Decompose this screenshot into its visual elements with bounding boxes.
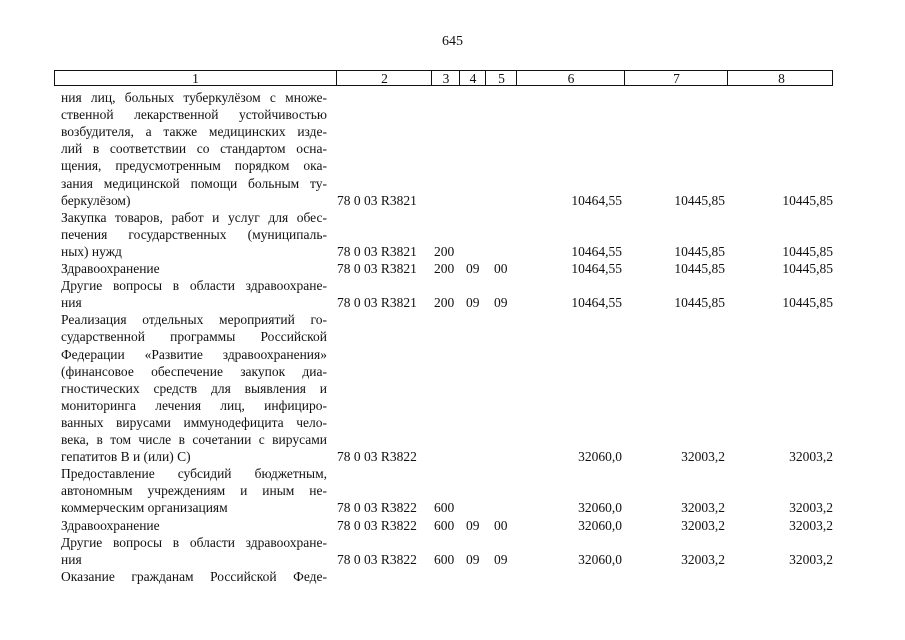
row-expense-type: 200	[434, 295, 455, 311]
row-value-col6: 10464,55	[571, 243, 622, 259]
table-row	[0, 380, 905, 397]
row-value-col7: 10445,85	[674, 192, 725, 208]
row-value-col6: 10464,55	[571, 261, 622, 276]
table-row	[0, 140, 905, 157]
row-description: лий в соответствии со стандартом осна-	[61, 141, 327, 157]
row-description: ных) нужд	[61, 243, 122, 259]
row-code: 78 0 03 R3822	[337, 449, 417, 465]
row-code: 78 0 03 R3822	[337, 551, 417, 567]
table-header	[54, 70, 833, 86]
row-value-col7: 10445,85	[674, 261, 725, 276]
row-description: века, в том числе в сочетании с вирусами	[61, 432, 327, 447]
row-description: гепатитов В и (или) С)	[61, 449, 191, 465]
table-row	[0, 346, 905, 363]
row-description: ния	[61, 551, 82, 567]
row-expense-type: 200	[434, 243, 455, 259]
row-value-col6: 32060,0	[578, 551, 622, 567]
table-row	[0, 277, 905, 294]
row-value-col7: 32003,2	[681, 449, 725, 465]
row-value-col7: 32003,2	[681, 500, 725, 516]
row-subsection: 00	[494, 517, 508, 533]
row-description: щения, предусмотренным порядком ока-	[61, 158, 327, 174]
table-row	[0, 499, 905, 516]
table-row	[0, 465, 905, 482]
row-description: гностических средств для выявления и	[61, 380, 327, 396]
row-code: 78 0 03 R3822	[337, 517, 417, 533]
row-subsection: 09	[494, 295, 508, 311]
header-col-8: 8	[727, 71, 835, 85]
row-value-col7: 10445,85	[674, 295, 725, 311]
row-value-col8: 32003,2	[789, 517, 833, 533]
row-description: сударственной программы Российской	[61, 329, 327, 345]
row-section: 09	[466, 261, 480, 276]
header-col-5: 5	[485, 71, 517, 85]
row-code: 78 0 03 R3822	[337, 500, 417, 516]
row-description: ственной лекарственной устойчивостью	[61, 107, 327, 123]
row-description: Закупка товаров, работ и услуг для обес-	[61, 209, 327, 225]
row-expense-type: 200	[434, 261, 455, 276]
table-row	[0, 482, 905, 499]
row-description: Оказание гражданам Российской Феде-	[61, 568, 327, 584]
row-description: коммерческим организациям	[61, 500, 228, 516]
row-section: 09	[466, 295, 480, 311]
table-row	[0, 568, 905, 585]
row-description: Предоставление субсидий бюджетным,	[61, 466, 327, 482]
row-description: Здравоохранение	[61, 261, 160, 276]
row-section: 09	[466, 517, 480, 533]
row-description: печения государственных (муниципаль-	[61, 226, 327, 242]
row-value-col7: 32003,2	[681, 551, 725, 567]
row-description: мониторинга лечения лиц, инфициро-	[61, 397, 327, 413]
table-row	[0, 209, 905, 226]
table-row	[0, 89, 905, 106]
table-row	[0, 260, 905, 277]
header-col-6: 6	[516, 71, 625, 85]
row-description: зания медицинской помощи больным ту-	[61, 175, 327, 191]
row-value-col6: 10464,55	[571, 192, 622, 208]
table-row	[0, 157, 905, 174]
row-subsection: 00	[494, 261, 508, 276]
table-row	[0, 431, 905, 448]
row-value-col6: 10464,55	[571, 295, 622, 311]
row-expense-type: 600	[434, 551, 455, 567]
row-code: 78 0 03 R3821	[337, 243, 417, 259]
row-description: беркулёзом)	[61, 192, 131, 208]
table-row	[0, 123, 905, 140]
row-description: ния лиц, больных туберкулёзом с множе-	[61, 90, 327, 105]
row-description: возбудителя, а также медицинских изде-	[61, 124, 327, 140]
table-row	[0, 192, 905, 209]
table-row	[0, 175, 905, 192]
row-description: (финансовое обеспечение закупок диа-	[61, 363, 327, 379]
table-row	[0, 226, 905, 243]
row-description: ния	[61, 295, 82, 311]
header-col-3: 3	[431, 71, 460, 85]
row-value-col8: 10445,85	[782, 192, 833, 208]
header-col-1: 1	[192, 71, 199, 86]
row-value-col6: 32060,0	[578, 517, 622, 533]
row-value-col7: 10445,85	[674, 243, 725, 259]
row-description: автономным учреждениям и иным не-	[61, 483, 327, 499]
row-subsection: 09	[494, 551, 508, 567]
table-row	[0, 311, 905, 328]
row-code: 78 0 03 R3821	[337, 261, 417, 276]
row-value-col7: 32003,2	[681, 517, 725, 533]
table-row	[0, 534, 905, 551]
row-description: Федерации «Развитие здравоохранения»	[61, 346, 327, 362]
row-value-col8: 10445,85	[782, 243, 833, 259]
row-description: Реализация отдельных мероприятий го-	[61, 312, 327, 328]
row-description: Другие вопросы в области здравоохране-	[61, 534, 327, 550]
header-col-2: 2	[336, 71, 432, 85]
row-section: 09	[466, 551, 480, 567]
row-description: Здравоохранение	[61, 517, 160, 533]
table-row	[0, 414, 905, 431]
row-description: Другие вопросы в области здравоохране-	[61, 278, 327, 294]
table-row	[0, 243, 905, 260]
row-value-col8: 32003,2	[789, 551, 833, 567]
table-row	[0, 328, 905, 345]
header-col-7: 7	[624, 71, 728, 85]
table-row	[0, 517, 905, 534]
table-row	[0, 397, 905, 414]
header-col-4: 4	[459, 71, 486, 85]
table-row	[0, 448, 905, 465]
row-value-col6: 32060,0	[578, 500, 622, 516]
row-value-col8: 32003,2	[789, 500, 833, 516]
table-row	[0, 363, 905, 380]
row-expense-type: 600	[434, 517, 455, 533]
row-value-col8: 10445,85	[782, 295, 833, 311]
row-code: 78 0 03 R3821	[337, 192, 417, 208]
table-row	[0, 551, 905, 568]
table-row	[0, 294, 905, 311]
row-value-col6: 32060,0	[578, 449, 622, 465]
row-description: ванных вирусами иммунодефицита чело-	[61, 414, 327, 430]
row-value-col8: 10445,85	[782, 261, 833, 276]
row-expense-type: 600	[434, 500, 455, 516]
row-value-col8: 32003,2	[789, 449, 833, 465]
table-row	[0, 106, 905, 123]
page-number: 645	[442, 34, 463, 49]
row-code: 78 0 03 R3821	[337, 295, 417, 311]
